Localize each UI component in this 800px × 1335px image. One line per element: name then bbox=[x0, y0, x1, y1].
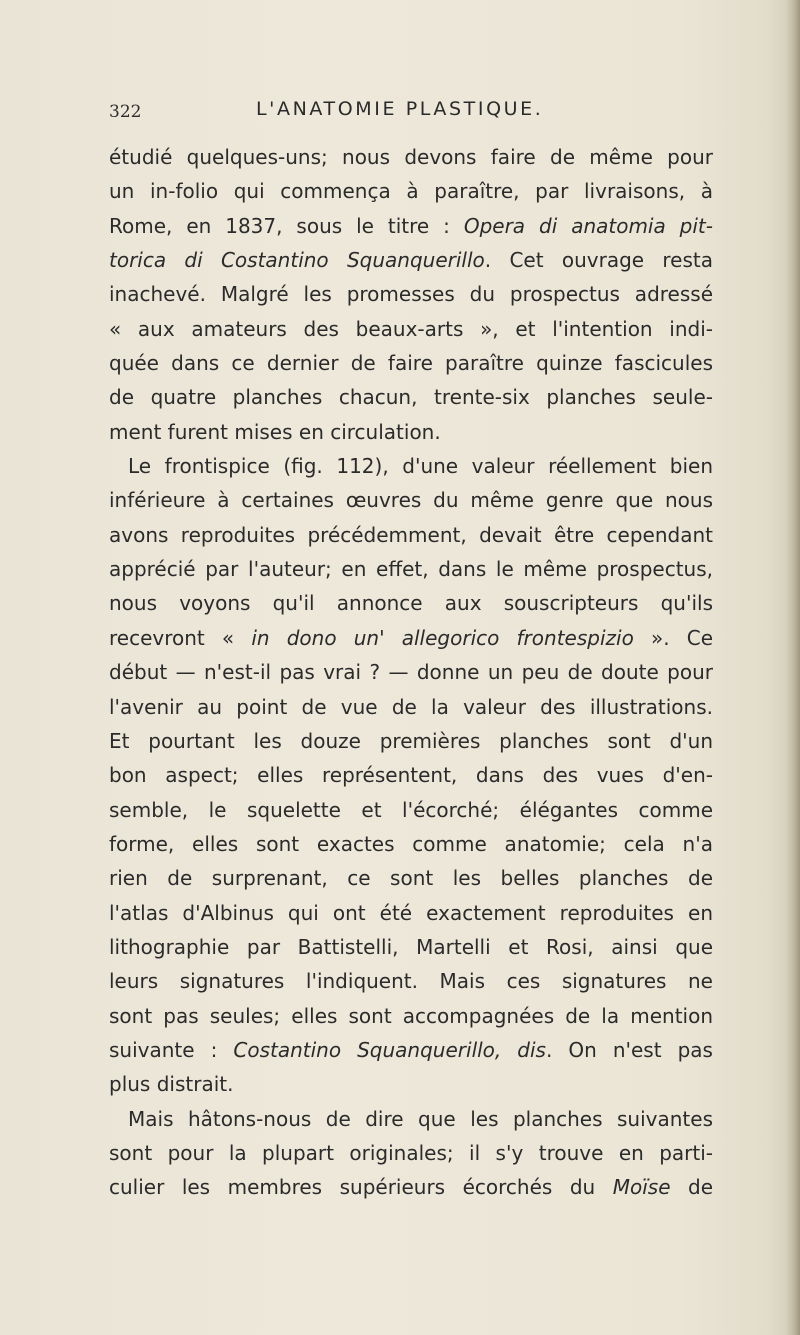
text-line: Et pourtant les douze premières planches sont d'un bbox=[109, 728, 713, 753]
text-line: forme, elles sont exactes comme anatomie; cela n'a bbox=[109, 831, 713, 856]
text-line: semble, le squelette et l'écorché; élégantes comme bbox=[109, 797, 713, 822]
text-line: recevront « in dono un' allegorico frontespizio ». Ce bbox=[109, 625, 713, 650]
text-line: bon aspect; elles représentent, dans des vues d'en- bbox=[109, 763, 713, 788]
text-line: Rome, en 1837, sous le titre : Opera di anatomia pit- bbox=[109, 213, 713, 238]
body-text bbox=[109, 140, 713, 1205]
text-line: torica di Costantino Squanquerillo. Cet ouvrage resta bbox=[109, 248, 713, 273]
text-line: « aux amateurs des beaux-arts », et l'intention indi- bbox=[109, 316, 713, 341]
quote-italic: in dono un' allegorico frontespizio bbox=[251, 625, 634, 650]
text-line: sont pour la plupart originales; il s'y trouve en parti- bbox=[109, 1140, 713, 1165]
work-name-italic: Moïse bbox=[612, 1175, 671, 1200]
text-line: apprécié par l'auteur; en effet, dans le même prospectus, bbox=[109, 557, 713, 582]
work-title-italic: Opera di anatomia pit- bbox=[463, 213, 713, 238]
text-line: lithographie par Battistelli, Martelli et Rosi, ainsi que bbox=[109, 934, 713, 959]
text-line: nous voyons qu'il annonce aux souscripteurs qu'ils bbox=[109, 591, 713, 616]
page-header bbox=[109, 92, 713, 132]
text-line: ment furent mises en circulation. bbox=[109, 419, 441, 444]
signature-italic: Costantino Squanquerillo, dis bbox=[233, 1037, 546, 1062]
text-line: l'avenir au point de vue de la valeur des illustrations. bbox=[109, 694, 713, 719]
text-line: inachevé. Malgré les promesses du prospectus adressé bbox=[109, 282, 713, 307]
text-line: plus distrait. bbox=[109, 1072, 234, 1097]
work-title-italic: torica di Costantino Squanquerillo bbox=[109, 248, 485, 273]
text-line: rien de surprenant, ce sont les belles planches de bbox=[109, 866, 713, 891]
running-title: L'ANATOMIE PLASTIQUE. bbox=[256, 98, 544, 120]
text-line: avons reproduites précédemment, devait être cependant bbox=[109, 522, 713, 547]
page-number: 322 bbox=[109, 102, 142, 122]
text-line: un in-folio qui commença à paraître, par livraisons, à bbox=[109, 179, 713, 204]
text-line: l'atlas d'Albinus qui ont été exactement reproduites en bbox=[109, 900, 713, 925]
text-line: suivante : Costantino Squanquerillo, dis. On n'est pas bbox=[109, 1037, 713, 1062]
text-line: Mais hâtons-nous de dire que les planches suivantes bbox=[128, 1106, 713, 1131]
text-line: Le frontispice (fig. 112), d'une valeur réellement bien bbox=[128, 454, 713, 479]
text-line: leurs signatures l'indiquent. Mais ces signatures ne bbox=[109, 969, 713, 994]
text-line: quée dans ce dernier de faire paraître quinze fascicules bbox=[109, 351, 713, 376]
text-line: étudié quelques-uns; nous devons faire de même pour bbox=[109, 145, 713, 169]
text-line: début — n'est-il pas vrai ? — donne un peu de doute pour bbox=[109, 660, 713, 685]
text-line: sont pas seules; elles sont accompagnées de la mention bbox=[109, 1003, 713, 1028]
text-line: culier les membres supérieurs écorchés du Moïse de bbox=[109, 1175, 714, 1200]
text-line: inférieure à certaines œuvres du même genre que nous bbox=[109, 488, 713, 513]
text-line: de quatre planches chacun, trente-six planches seule- bbox=[109, 385, 713, 410]
page-edge-shadow bbox=[786, 0, 800, 1335]
